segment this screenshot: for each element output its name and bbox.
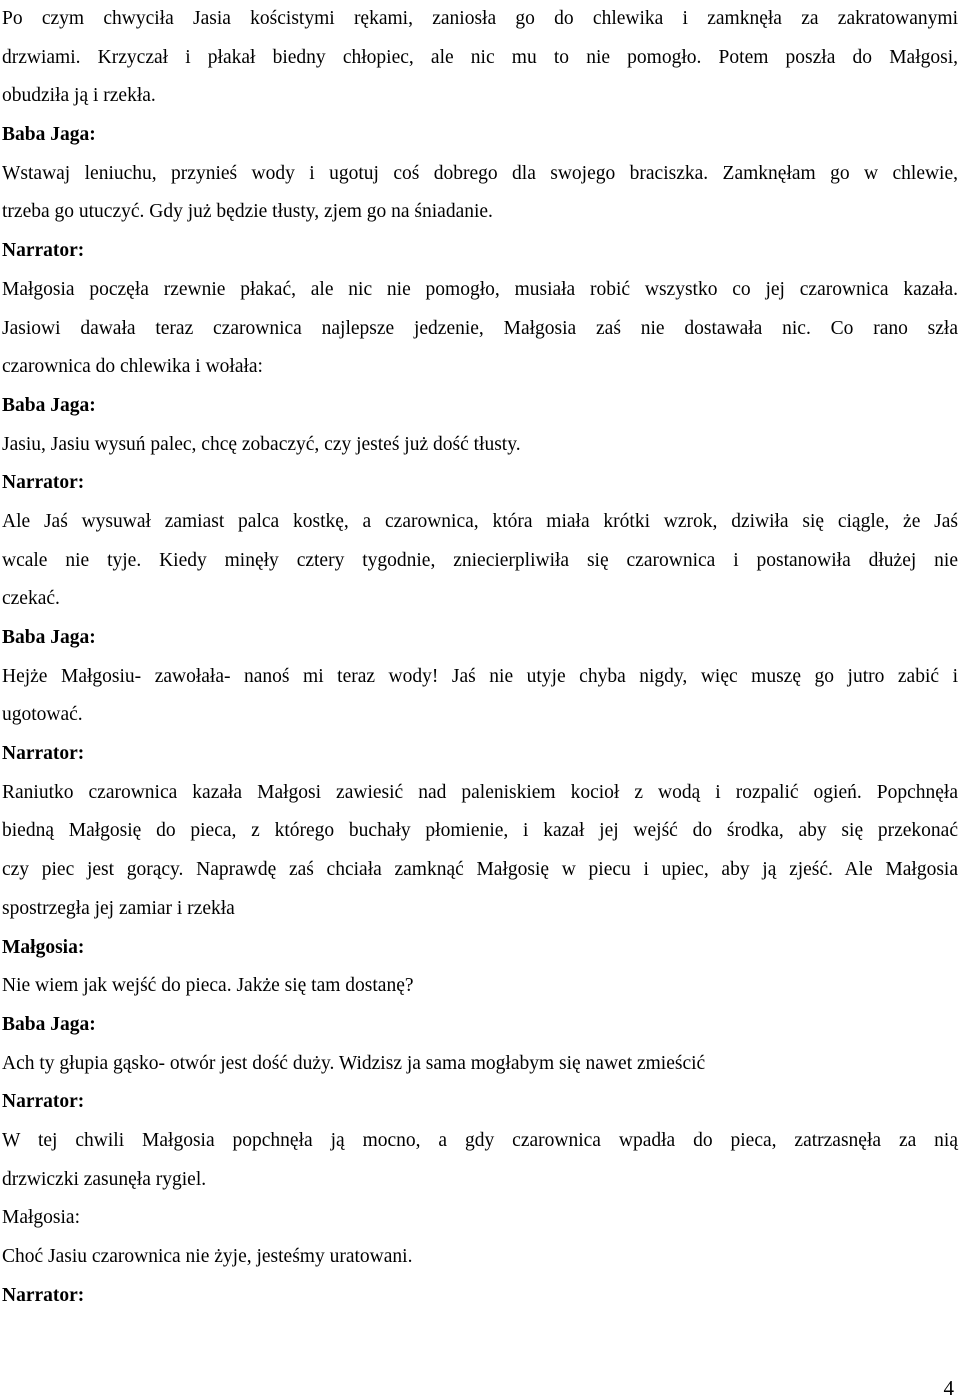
speaker-label: Baba Jaga: bbox=[2, 1013, 96, 1035]
text-line: Raniutko czarownica kazała Małgosi zawiesić nad paleniskiem kocioł z wodą i rozpalić ogień. Popchnęła bbox=[2, 781, 958, 803]
text-line: W tej chwili Małgosia popchnęła ją mocno, a gdy czarownica wpadła do pieca, zatrzasnęła za nią bbox=[2, 1129, 958, 1151]
text-line: ugotować. bbox=[2, 704, 83, 726]
text-line: obudziła ją i rzekła. bbox=[2, 85, 156, 107]
text-line: wcale nie tyje. Kiedy minęły cztery tygodnie, zniecierpliwiła się czarownica i postanowiła dłużej nie bbox=[2, 549, 958, 571]
speaker-label: Narrator: bbox=[2, 1284, 85, 1306]
text-line: czarownica do chlewika i wołała: bbox=[2, 356, 263, 378]
text-line: Jasiu, Jasiu wysuń palec, chcę zobaczyć, czy jesteś już dość tłusty. bbox=[2, 433, 521, 455]
text-line: Ach ty głupia gąsko- otwór jest dość duży. Widzisz ja sama mogłabym się nawet zmieścić bbox=[2, 1052, 706, 1074]
speaker-label: Baba Jaga: bbox=[2, 394, 96, 416]
page-number: 4 bbox=[943, 1376, 954, 1400]
speaker-label: Małgosia: bbox=[2, 936, 85, 958]
text-line: Hejże Małgosiu- zawołała- nanoś mi teraz wody! Jaś nie utyje chyba nigdy, więc muszę go jutro zabić i bbox=[2, 665, 958, 687]
speaker-label: Narrator: bbox=[2, 240, 85, 262]
text-line: Jasiowi dawała teraz czarownica najlepsze jedzenie, Małgosia zaś nie dostawała nic. Co rano szła bbox=[2, 317, 958, 339]
text-line: Po czym chwyciła Jasia kościstymi rękami, zaniosła go do chlewika i zamknęła za zakratowanymi bbox=[2, 8, 958, 29]
speaker-label: Baba Jaga: bbox=[2, 124, 96, 146]
text-line: spostrzegła jej zamiar i rzekła bbox=[2, 897, 235, 919]
speaker-label: Narrator: bbox=[2, 1091, 85, 1113]
speaker-label: Baba Jaga: bbox=[2, 627, 96, 648]
document-page bbox=[2, 0, 958, 1315]
text-body bbox=[2, 0, 958, 1315]
text-line: Choć Jasiu czarownica nie żyje, jesteśmy uratowani. bbox=[2, 1246, 413, 1267]
text-line: drzwiami. Krzyczał i płakał biedny chłopiec, ale nic mu to nie pomogło. Potem poszła do Małgosi, bbox=[2, 46, 958, 68]
text-line: Małgosia poczęła rzewnie płakać, ale nic nie pomogło, musiała robić wszystko co jej czarownica kazała. bbox=[2, 278, 958, 300]
speaker-label: Małgosia: bbox=[2, 1207, 80, 1229]
text-line: trzeba go utuczyć. Gdy już będzie tłusty, zjem go na śniadanie. bbox=[2, 201, 493, 223]
text-line: Wstawaj leniuchu, przynieś wody i ugotuj coś dobrego dla swojego braciszka. Zamknęłam go w chlewie, bbox=[2, 162, 958, 184]
text-line: czekać. bbox=[2, 588, 60, 610]
text-line: drzwiczki zasunęła rygiel. bbox=[2, 1168, 207, 1190]
speaker-label: Narrator: bbox=[2, 472, 85, 494]
text-line: biedną Małgosię do pieca, z którego buchały płomienie, i kazał jej wejść do środka, aby się przekonać bbox=[2, 820, 958, 842]
speaker-label: Narrator: bbox=[2, 743, 85, 765]
text-line: Ale Jaś wysuwał zamiast palca kostkę, a czarownica, która miała krótki wzrok, dziwiła się ciągle, że Jaś bbox=[2, 510, 958, 532]
text-line: czy piec jest gorący. Naprawdę zaś chciała zamknąć Małgosię w piecu i upiec, aby ją zjeść. Ale Małgosia bbox=[2, 859, 958, 881]
text-line: Nie wiem jak wejść do pieca. Jakże się tam dostanę? bbox=[2, 975, 414, 997]
